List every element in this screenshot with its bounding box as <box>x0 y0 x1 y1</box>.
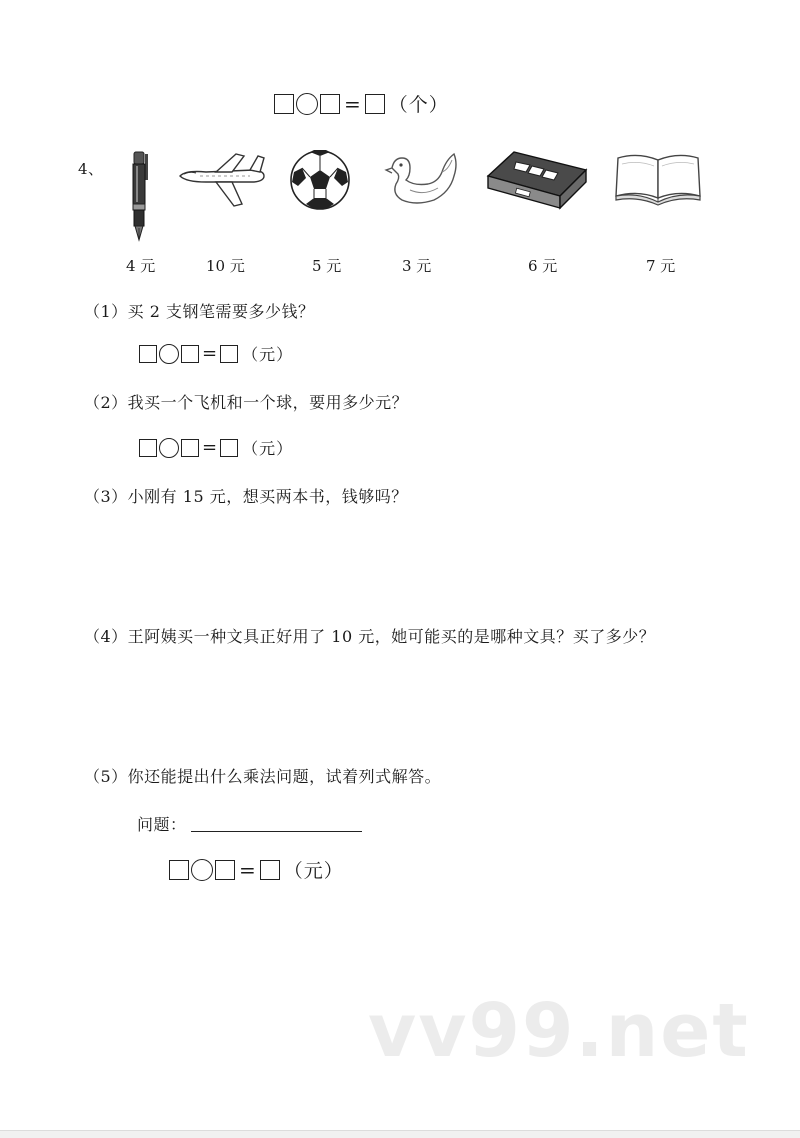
equals-sign: = <box>202 343 218 364</box>
question-4-text: （4）王阿姨买一种文具正好用了 10 元，她可能买的是哪种文具？买了多少？ <box>84 627 656 646</box>
question-2-text: （2）我买一个飞机和一个球，要用多少元？ <box>84 393 409 412</box>
answer-box[interactable] <box>215 860 235 880</box>
question-prompt-label: 问题： <box>137 815 187 834</box>
operator-circle[interactable] <box>159 438 179 458</box>
answer-box[interactable] <box>169 860 189 880</box>
result-box[interactable] <box>365 94 385 114</box>
question-5-text: （5）你还能提出什么乘法问题，试着列式解答。 <box>84 767 442 786</box>
answer-box[interactable] <box>274 94 294 114</box>
answer-box[interactable] <box>181 439 199 457</box>
question-1-equation <box>139 342 293 365</box>
duck-toy-icon <box>384 146 464 210</box>
price-label-duck: 3 元 <box>402 257 432 275</box>
price-label-pen: 4 元 <box>126 257 156 275</box>
problem-number: 4、 <box>78 160 104 178</box>
result-box[interactable] <box>220 439 238 457</box>
answer-box[interactable] <box>139 439 157 457</box>
airplane-icon <box>176 150 268 214</box>
equals-sign: = <box>202 437 218 458</box>
unit-label: （元） <box>283 860 344 882</box>
answer-box[interactable] <box>181 345 199 363</box>
operator-circle[interactable] <box>159 344 179 364</box>
result-box[interactable] <box>220 345 238 363</box>
watermark: vv99.net <box>368 988 750 1074</box>
unit-label: （个） <box>388 94 449 116</box>
unit-label: （元） <box>242 439 294 458</box>
answer-box[interactable] <box>139 345 157 363</box>
result-box[interactable] <box>260 860 280 880</box>
question-2-equation <box>139 436 293 459</box>
price-label-pencil-box: 6 元 <box>528 257 558 275</box>
book-icon <box>612 150 704 206</box>
pencil-box-icon <box>486 148 590 212</box>
question-answer-line[interactable] <box>191 831 362 832</box>
question-5-equation <box>169 856 344 883</box>
price-label-ball: 5 元 <box>312 257 342 275</box>
soccer-ball-icon <box>288 148 352 212</box>
question-1-text: （1）买 2 支钢笔需要多少钱？ <box>84 302 315 321</box>
equals-sign: = <box>344 91 361 116</box>
unit-label: （元） <box>242 345 294 364</box>
top-equation <box>274 90 449 117</box>
price-label-book: 7 元 <box>646 257 676 275</box>
operator-circle[interactable] <box>296 93 318 115</box>
answer-box[interactable] <box>320 94 340 114</box>
operator-circle[interactable] <box>191 859 213 881</box>
price-label-airplane: 10 元 <box>206 257 245 275</box>
question-3-text: （3）小刚有 15 元，想买两本书，钱够吗？ <box>84 487 408 506</box>
equals-sign: = <box>239 857 256 882</box>
pen-icon <box>124 150 154 242</box>
